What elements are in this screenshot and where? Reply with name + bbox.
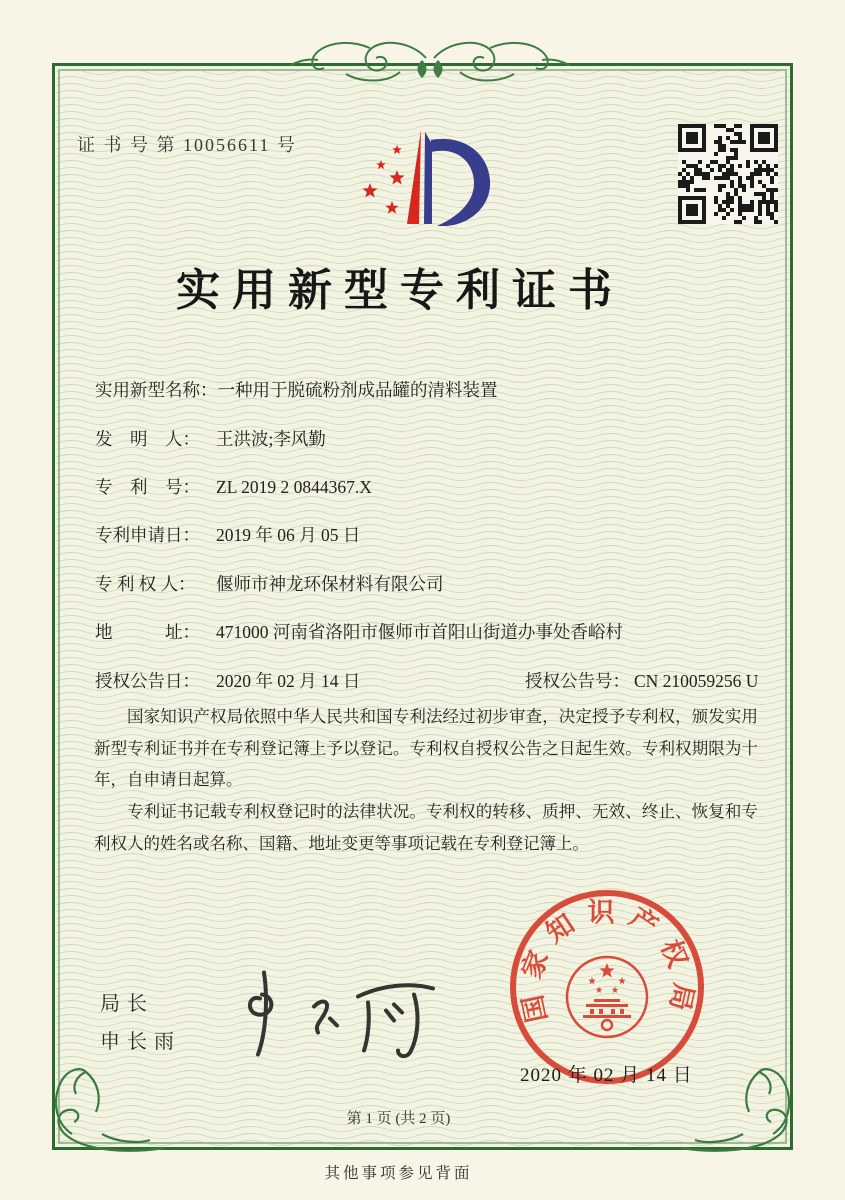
- field-label: 授权公告日：: [95, 671, 200, 691]
- national-emblem-icon: [567, 957, 647, 1037]
- field-value: 王洪波;李风勤: [216, 429, 326, 449]
- commissioner-name: 申长雨: [100, 1031, 181, 1053]
- legal-paragraph-1: 国家知识产权局依照中华人民共和国专利法经过初步审查，决定授予专利权，颁发实用新型专利证书并在专利登记簿上予以登记。专利权自授权公告之日起生效。专利权期限为十年，自申请日起算。: [94, 707, 758, 790]
- field-label: 专 利 号：: [95, 477, 200, 497]
- field-label: 实用新型名称：: [95, 380, 218, 400]
- field-address: [95, 619, 623, 644]
- cnipa-logo-icon: [340, 118, 520, 238]
- certificate-title: 实用新型专利证书: [176, 266, 624, 315]
- logo-stars: [362, 145, 404, 214]
- field-patentee: [95, 571, 444, 596]
- field-grant-number: [525, 668, 758, 693]
- field-value: 一种用于脱硫粉剂成品罐的清料装置: [217, 380, 498, 400]
- commissioner-title: 局长: [100, 993, 154, 1015]
- field-label: 地 址：: [95, 622, 200, 642]
- field-value: CN 210059256 U: [634, 671, 759, 691]
- seal-text: 国家知识产权局: [514, 897, 700, 1026]
- field-patent-number: [95, 474, 372, 499]
- legal-paragraph-2: 专利证书记载专利权登记时的法律状况。专利权的转移、质押、无效、终止、恢复和专利权人的姓名或名称、国籍、地址变更等事项记载在专利登记簿上。: [94, 802, 758, 853]
- field-value: 偃师市神龙环保材料有限公司: [216, 574, 444, 594]
- certificate-number: 证 书 号 第 10056611 号: [77, 135, 297, 155]
- field-label: 授权公告号：: [525, 671, 630, 691]
- qr-code-icon: [678, 124, 778, 224]
- field-value: 471000 河南省洛阳市偃师市首阳山街道办事处香峪村: [216, 622, 623, 642]
- field-utility-model-name: [95, 377, 498, 402]
- field-label: 发 明 人：: [95, 429, 200, 449]
- seal-date: 2020 年 02 月 14 日: [520, 1065, 693, 1086]
- signature-handwriting: [218, 952, 468, 1072]
- field-value: ZL 2019 2 0844367.X: [216, 477, 372, 497]
- field-label: 专 利 权 人：: [95, 574, 196, 594]
- legal-text-block: [94, 701, 758, 859]
- field-value: 2019 年 06 月 05 日: [216, 525, 361, 545]
- field-label: 专利申请日：: [95, 525, 200, 545]
- top-flourish-ornament: [290, 38, 570, 102]
- field-inventor: [95, 426, 326, 451]
- field-value: 2020 年 02 月 14 日: [216, 671, 361, 691]
- field-grant-date: [95, 668, 800, 693]
- back-side-note: 其他事项参见背面: [324, 1165, 473, 1182]
- official-seal: [505, 885, 709, 1089]
- page-number: 第 1 页 (共 2 页): [346, 1111, 451, 1127]
- field-filing-date: [95, 522, 360, 547]
